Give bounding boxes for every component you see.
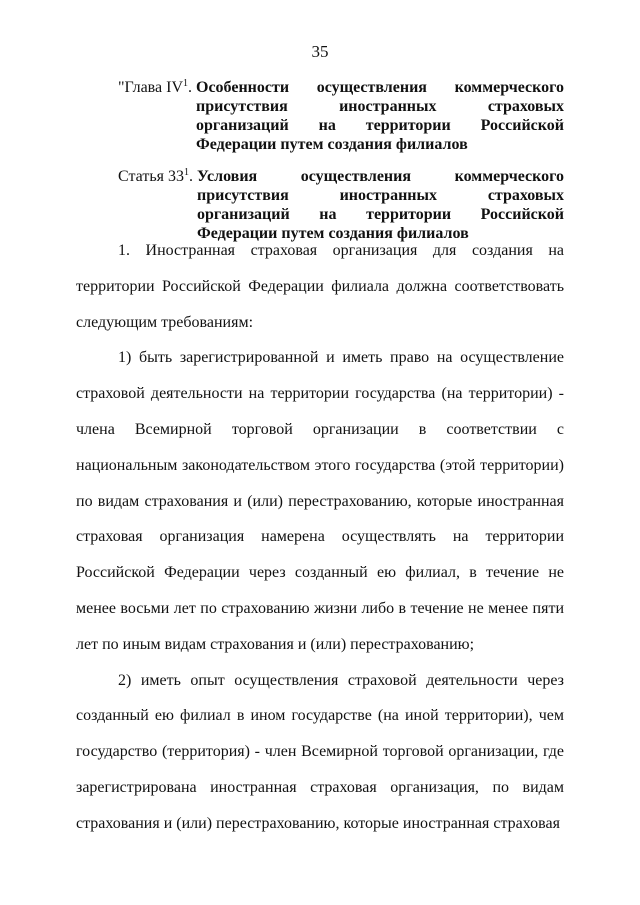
chapter-heading	[118, 78, 564, 154]
paragraph-2: 1) быть зарегистрированной и иметь право на осуществление страховой деятельности на территории государства (на территории) - члена Всемирной торговой организации в соответствии с национальным законодательством этого государства (этой территории) по видам страхования и (или) перестрахованию, которые иностранная страховая организация намерена осуществлять на территории Российской Федерации через созданный ею филиал, в течение не менее восьми лет по страхованию жизни либо в течение не менее пяти лет по иным видам страхования и (или) перестрахованию;	[76, 349, 564, 653]
article-superscript: 1	[183, 167, 189, 178]
article-suffix: .	[188, 168, 193, 185]
article-heading	[118, 167, 564, 243]
page-number: 35	[311, 42, 329, 61]
article-prefix: Статья 33	[118, 168, 184, 185]
article-number	[118, 167, 193, 243]
chapter-number	[118, 78, 192, 154]
chapter-superscript: 1	[183, 78, 188, 89]
chapter-prefix: "Глава IV	[118, 79, 183, 96]
paragraph-1: 1. Иностранная страховая организация для создания на территории Российской Федерации филиала должна соответствовать следующим требованиям:	[76, 242, 564, 331]
article-body	[76, 233, 564, 842]
paragraph-3: 2) иметь опыт осуществления страховой деятельности через созданный ею филиал в ином государстве (на иной территории), чем государство (территория) - член Всемирной торговой организации, где зарегистрирована иностранная страховая организация, по видам страхования и (или) перестрахованию, которые иностранная страховая	[76, 671, 564, 832]
chapter-title: Особенности осуществления коммерческого присутствия иностранных страховых организаций на территории Российской Федерации путем создания филиалов	[196, 79, 564, 153]
article-title: Условия осуществления коммерческого присутствия иностранных страховых организаций на территории Российской Федерации путем создания филиалов	[196, 168, 564, 242]
chapter-suffix: .	[188, 79, 192, 96]
